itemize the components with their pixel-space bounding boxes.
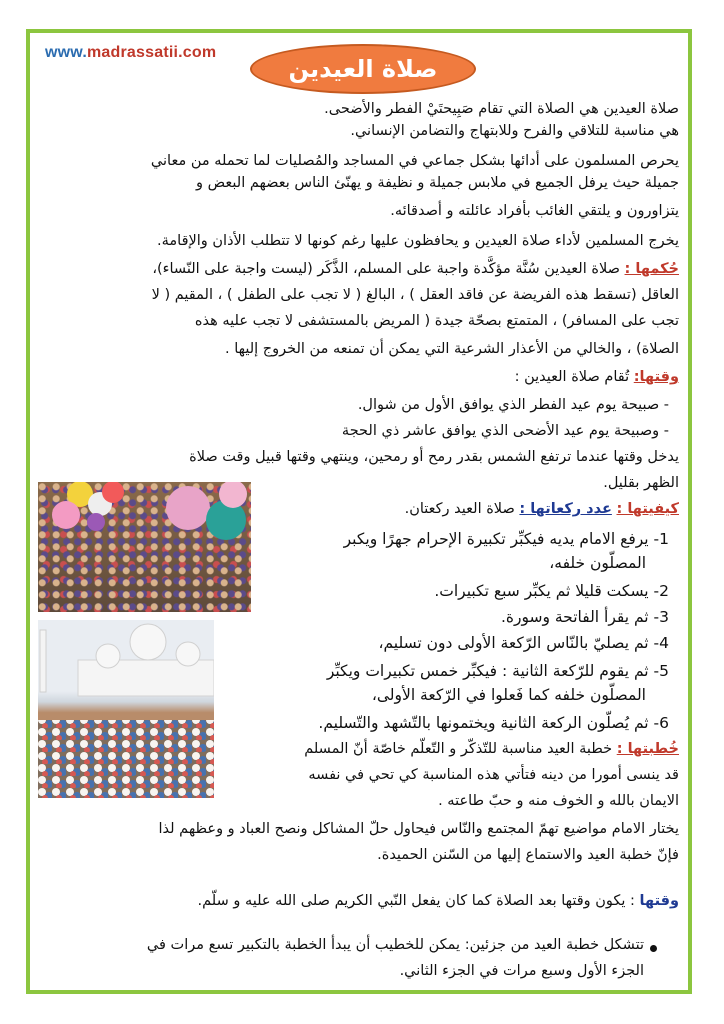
waqt-item-2: - وصبيحة يوم عيد الأضحى الذي يوافق عاشر ذي الحجة: [341, 423, 669, 439]
note-line-1: تتشكل خطبة العيد من جزئين: يمكن للخطيب أن يبدأ الخطبة بالتكبير تسع مرات في: [146, 937, 644, 953]
step-1-cont: المصلّون خلفه،: [549, 554, 646, 572]
step-2: 2- يسكت قليلا ثم يكبِّر سبع تكبيرات.: [434, 582, 669, 600]
waqt-label: وقتها:: [633, 369, 679, 385]
waqt-line-1: يدخل وقتها عندما ترتفع الشمس بقدر رمح أو رمحين، وينتهي وقتها قبيل وقت صلاة: [189, 449, 679, 465]
khutba-line-2: قد ينسى أمورا من دينه فتأتي هذه المناسبة كي تحي في نفسه: [308, 767, 679, 783]
khutba-line-5: فإنّ خطبة العيد والاستماع إليها من السّنن الحميدة.: [377, 847, 679, 863]
step-1: 1- يرفع الامام يديه فيكبِّر تكبيرة الإحرام جهرًا ويكبر: [343, 530, 669, 548]
hukm-line-1: حُكمها : صلاة العيدين سُنَّة مؤكَّدة واجبة على المسلم، الذَّكَر (ليست واجبة على النّساء)،: [152, 261, 679, 277]
page-title: صلاة العيدين: [250, 44, 476, 94]
bullet-icon: [650, 945, 657, 952]
khutba-line-4: يختار الامام مواضيع تهمّ المجتمع والنّاس فيحاول حلّ المشاكل ونصح العباد و وعظهم لذا: [158, 821, 679, 837]
waqt-line-2: الظهر بقليل.: [603, 475, 679, 491]
intro-line-6: يخرج المسلمين لأداء صلاة العيدين و يحافظون عليها رغم كونها لا تتطلب الأذان والإقامة.: [157, 233, 679, 249]
step-6: 6- ثم يُصلّون الركعة الثانية ويختمونها بالتّشهد والتّسليم.: [318, 714, 669, 732]
intro-line-3: يحرص المسلمون على أدائها بشكل جماعي في المساجد والمُصليات لما تحمله من معاني: [150, 153, 679, 169]
intro-line-5: يتزاورون و يلتقي الغائب بأفراد عائلته و أصدقائه.: [390, 203, 679, 219]
kayfiya-heading: كيفيتها : عدد ركعاتها : صلاة العيد ركعتان.: [404, 501, 679, 517]
waqt-heading: وقتها: تُقام صلاة العيدين :: [514, 369, 679, 385]
khutba-time: وقتها : يكون وقتها بعد الصلاة كما كان يفعل النّبي الكريم صلى الله عليه و سلّم.: [197, 893, 679, 909]
intro-line-4: جميلة حيث يرفل الجميع في ملابس جميلة و نظيفة و يهنّئ الناس بعضهم البعض و: [196, 175, 679, 191]
hukm-line-3: تجب على المسافر) ، المتمتع بصحّة جيدة ( المريض بالمستشفى لا تجب عليه هذه: [194, 313, 679, 329]
hukm-label: حُكمها :: [624, 261, 679, 277]
khutba-label: خُطبتها :: [616, 741, 679, 757]
khutba-time-label: وقتها: [639, 893, 679, 909]
hukm-line-4: الصلاة) ، والخالي من الأعذار الشرعية التي يمكن أن تمنعه من الخروج إليها .: [225, 341, 679, 357]
intro-line-1: صلاة العيدين هي الصلاة التي تقام صَبِيحتَيْ الفطر والأضحى.: [324, 101, 679, 117]
crowd-photo: [38, 482, 251, 612]
mosque-illustration: [38, 620, 214, 798]
step-5-cont: المصلّون خلفه كما فَعلوا في الرّكعة الأولى،: [371, 686, 646, 704]
note-line-2: الجزء الأول وسبع مرات في الجزء الثاني.: [399, 963, 644, 979]
step-4: 4- ثم يصليّ بالنّاس الرّكعة الأولى دون تسليم،: [378, 634, 669, 652]
site-logo[interactable]: www.madrassatii.com: [45, 44, 217, 61]
kayfiya-label: كيفيتها :: [616, 501, 679, 517]
khutba-line-1: خُطبتها : خطبة العيد مناسبة للتّذكّر و التّعلّم خاصّة أنّ المسلم: [304, 741, 679, 757]
step-3: 3- ثم يقرأ الفاتحة وسورة.: [500, 608, 669, 626]
rakaat-label: عدد ركعاتها :: [519, 501, 612, 517]
step-5: 5- ثم يقوم للرّكعة الثانية : فيكبِّر خمس تكبيرات ويكبِّر: [326, 662, 669, 680]
hukm-line-2: العاقل (تسقط هذه الفريضة عن فاقد العقل ) ، البالغ ( لا تجب على الطفل ) ، المقيم ( لا: [151, 287, 679, 303]
intro-line-2: هي مناسبة للتلاقي والفرح وللابتهاج والتضامن الإنساني.: [350, 123, 679, 139]
balloons-illustration: [38, 482, 251, 612]
mosque-prayer-photo: [38, 620, 214, 798]
waqt-item-1: - صبيحة يوم عيد الفطر الذي يوافق الأول من شوال.: [357, 397, 669, 413]
khutba-line-3: الايمان بالله و الخوف منه و حبّ طاعته .: [438, 793, 679, 809]
